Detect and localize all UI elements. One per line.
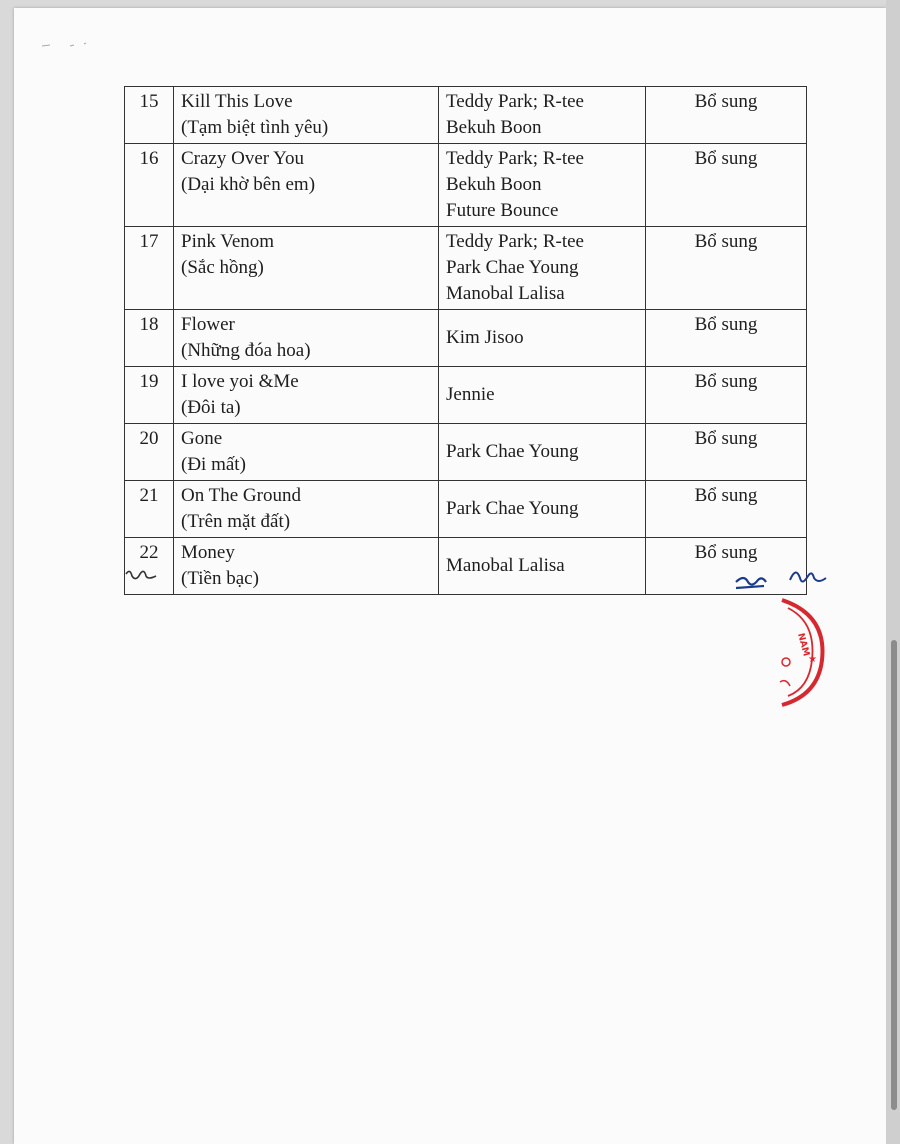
initials-mark — [122, 566, 162, 586]
song-cell — [174, 424, 439, 481]
row-number: 18 — [125, 310, 174, 367]
song-vietnamese-title: (Dại khờ bên em) — [181, 174, 316, 195]
table-row — [125, 87, 807, 144]
status-cell: Bổ sung — [646, 481, 807, 538]
row-number: 15 — [125, 87, 174, 144]
table-row — [125, 538, 807, 595]
status-cell: Bổ sung — [646, 424, 807, 481]
row-number: 19 — [125, 367, 174, 424]
song-title: Kill This Love — [181, 91, 293, 112]
artists-cell — [439, 481, 646, 538]
artist-name: Future Bounce — [446, 200, 559, 221]
status-cell: Bổ sung — [646, 227, 807, 310]
artist-name: Bekuh Boon — [446, 117, 542, 138]
row-number: 16 — [125, 144, 174, 227]
table-row — [125, 144, 807, 227]
song-vietnamese-title: (Đi mất) — [181, 454, 246, 475]
artist-name: Park Chae Young — [446, 441, 579, 462]
song-vietnamese-title: (Đôi ta) — [181, 397, 241, 418]
song-vietnamese-title: (Trên mặt đất) — [181, 511, 291, 532]
artists-cell — [439, 144, 646, 227]
song-cell — [174, 227, 439, 310]
artists-cell — [439, 87, 646, 144]
artist-name: Park Chae Young — [446, 257, 579, 278]
artist-name: Jennie — [446, 384, 495, 405]
status-cell: Bổ sung — [646, 144, 807, 227]
artist-name: Teddy Park; R-tee — [446, 91, 584, 112]
song-title: Pink Venom — [181, 231, 275, 252]
artist-name: Manobal Lalisa — [446, 283, 565, 304]
artists-cell — [439, 424, 646, 481]
artists-cell — [439, 538, 646, 595]
song-title: Money — [181, 542, 235, 563]
song-table — [124, 86, 807, 595]
table-row — [125, 227, 807, 310]
scrollbar[interactable] — [891, 640, 897, 1110]
song-title: Crazy Over You — [181, 148, 304, 169]
song-title: I love yoi &Me — [181, 371, 299, 392]
row-number: 20 — [125, 424, 174, 481]
song-cell — [174, 538, 439, 595]
song-title: Gone — [181, 428, 223, 449]
table-row — [125, 481, 807, 538]
song-cell — [174, 144, 439, 227]
red-seal-stamp — [752, 590, 832, 710]
table-row — [125, 424, 807, 481]
song-vietnamese-title: (Tạm biệt tình yêu) — [181, 117, 329, 138]
song-vietnamese-title: (Những đóa hoa) — [181, 340, 311, 361]
song-title: Flower — [181, 314, 235, 335]
table-row — [125, 310, 807, 367]
artist-name: Manobal Lalisa — [446, 555, 565, 576]
svg-text:★: ★ — [808, 654, 817, 665]
artist-name: Bekuh Boon — [446, 174, 542, 195]
svg-text:NAM: NAM — [795, 632, 811, 658]
row-number: 17 — [125, 227, 174, 310]
artist-name: Teddy Park; R-tee — [446, 148, 584, 169]
stray-mark — [40, 40, 100, 50]
song-cell — [174, 481, 439, 538]
artist-name: Kim Jisoo — [446, 327, 524, 348]
artists-cell — [439, 310, 646, 367]
status-cell: Bổ sung — [646, 367, 807, 424]
song-cell — [174, 310, 439, 367]
song-cell — [174, 367, 439, 424]
artist-name: Park Chae Young — [446, 498, 579, 519]
status-cell: Bổ sung — [646, 87, 807, 144]
song-vietnamese-title: (Tiền bạc) — [181, 568, 259, 589]
song-title: On The Ground — [181, 485, 301, 506]
artists-cell — [439, 367, 646, 424]
table-row — [125, 367, 807, 424]
status-cell: Bổ sung — [646, 310, 807, 367]
row-number: 22 — [125, 538, 174, 595]
song-vietnamese-title: (Sắc hồng) — [181, 257, 264, 278]
song-cell — [174, 87, 439, 144]
artist-name: Teddy Park; R-tee — [446, 231, 584, 252]
status-cell: Bổ sung — [646, 538, 807, 595]
row-number: 21 — [125, 481, 174, 538]
artists-cell — [439, 227, 646, 310]
